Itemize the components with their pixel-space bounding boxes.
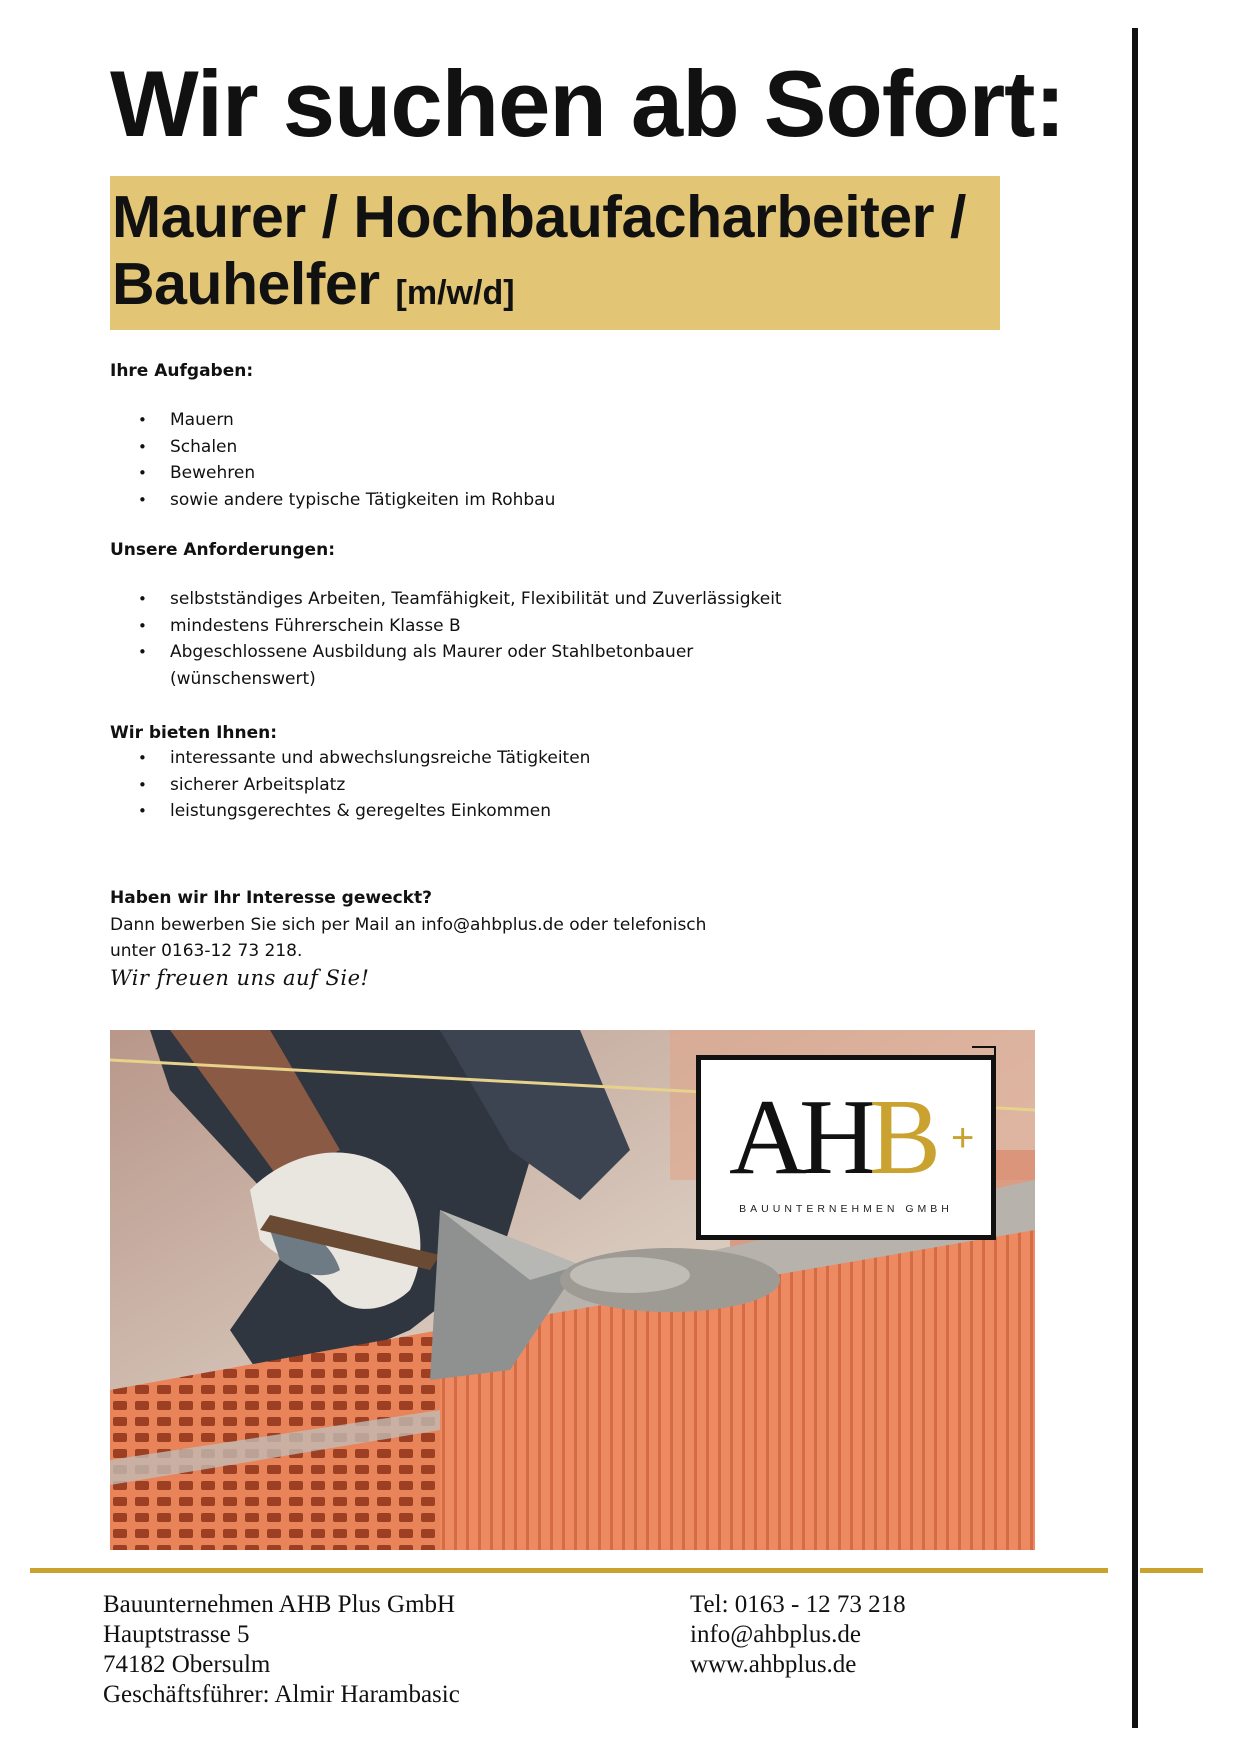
- tasks-list: [138, 407, 858, 513]
- logo-plus-icon: +: [951, 1116, 975, 1160]
- job-title-box: [110, 176, 1000, 330]
- job-title-line2: Bauhelfer: [112, 251, 380, 317]
- logo-mark-ah: AH: [729, 1078, 869, 1197]
- requirements-list: [138, 586, 782, 692]
- footer-contact: [690, 1590, 906, 1680]
- contact-block: [110, 885, 910, 965]
- vertical-rule: [1132, 28, 1138, 1728]
- list-item: • Bewehren: [138, 460, 858, 487]
- closing-note: Wir freuen uns auf Sie!: [110, 966, 370, 990]
- job-title-line1: Maurer / Hochbaufacharbeiter /: [112, 184, 966, 250]
- offers-title: Wir bieten Ihnen:: [110, 723, 278, 743]
- footer-street: Hauptstrasse 5: [103, 1621, 250, 1648]
- tasks-title: Ihre Aufgaben:: [110, 361, 254, 381]
- footer-website[interactable]: www.ahbplus.de: [690, 1651, 857, 1678]
- logo-tagline: BAUUNTERNEHMEN GMBH: [739, 1203, 953, 1215]
- offers-list: [138, 745, 858, 825]
- list-item: • Abgeschlossene Ausbildung als Maurer oder Stahlbetonbauer (wünschenswert): [138, 639, 748, 692]
- footer-manager: Geschäftsführer: Almir Harambasic: [103, 1681, 460, 1708]
- footer-rule: [30, 1568, 1108, 1573]
- list-item: • Schalen: [138, 434, 858, 461]
- list-item: • selbstständiges Arbeiten, Teamfähigkeit, Flexibilität und Zuverlässigkeit: [138, 586, 748, 613]
- footer-phone: Tel: 0163 - 12 73 218: [690, 1591, 906, 1618]
- list-item: • Mauern: [138, 407, 858, 434]
- contact-line: unter 0163-12 73 218.: [110, 941, 303, 961]
- footer-email[interactable]: info@ahbplus.de: [690, 1621, 861, 1648]
- footer-company: Bauunternehmen AHB Plus GmbH: [103, 1591, 456, 1618]
- list-item: • sicherer Arbeitsplatz: [138, 772, 858, 799]
- footer-address: [103, 1590, 460, 1710]
- requirements-title: Unsere Anforderungen:: [110, 540, 335, 560]
- contact-question: Haben wir Ihr Interesse geweckt?: [110, 888, 432, 908]
- list-item: • mindestens Führerschein Klasse B: [138, 613, 748, 640]
- list-item: • interessante und abwechslungsreiche Tätigkeiten: [138, 745, 858, 772]
- list-item: • leistungsgerechtes & geregeltes Einkommen: [138, 798, 858, 825]
- job-title-gender-suffix: [m/w/d]: [395, 274, 515, 312]
- page-headline: Wir suchen ab Sofort:: [110, 51, 1065, 156]
- job-title: [112, 184, 966, 327]
- footer-city: 74182 Obersulm: [103, 1651, 271, 1678]
- contact-line: Dann bewerben Sie sich per Mail an info@ahbplus.de oder telefonisch: [110, 914, 707, 935]
- footer-rule-right: [1140, 1568, 1203, 1573]
- company-logo: [696, 1055, 996, 1240]
- logo-mark-b: B: [869, 1078, 942, 1197]
- logo-mark: [729, 1078, 942, 1197]
- list-item: • sowie andere typische Tätigkeiten im Rohbau: [138, 487, 858, 514]
